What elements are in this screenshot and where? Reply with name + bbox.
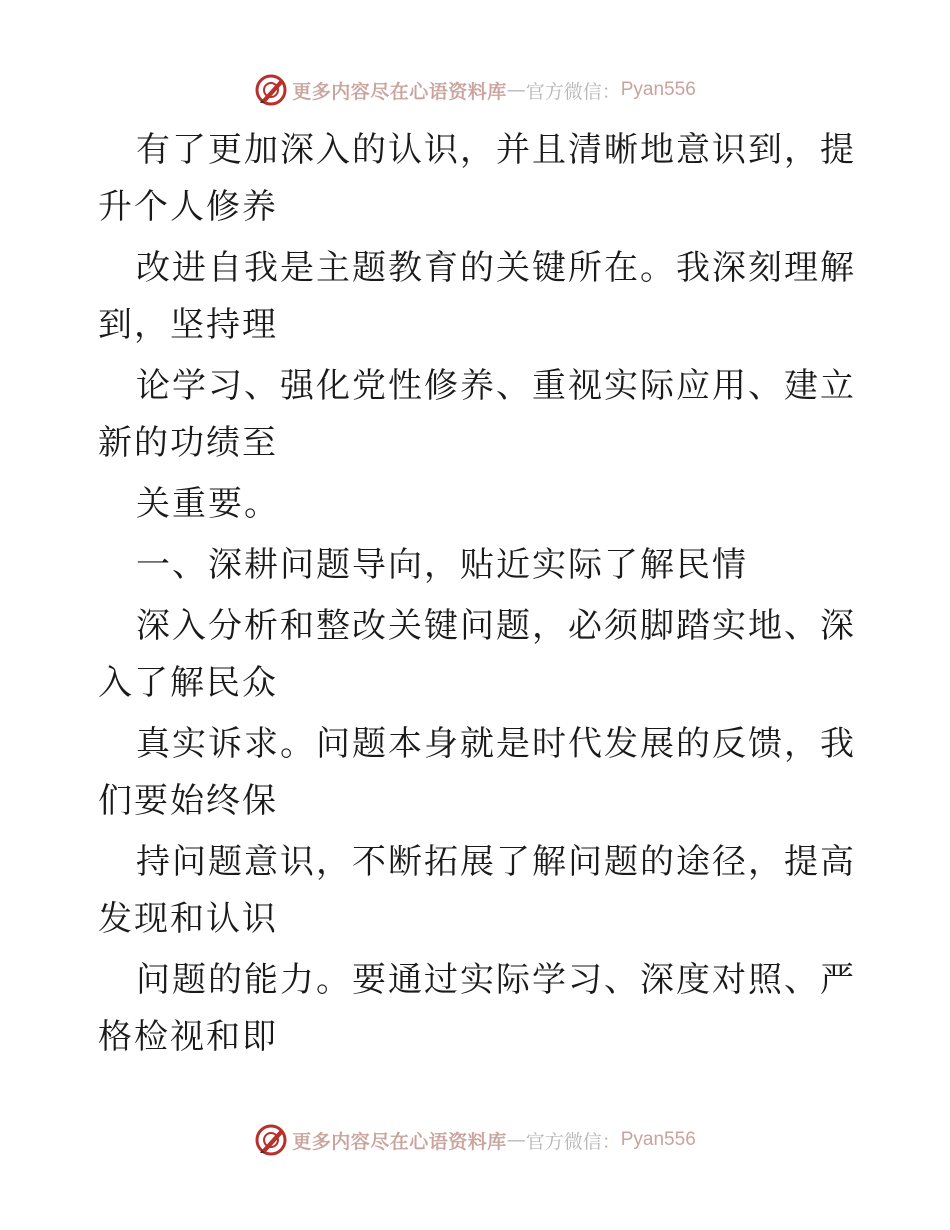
paragraph: 问题的能力。要通过实际学习、深度对照、严格检视和即 (98, 960, 856, 1057)
banner-main-text: 更多内容尽在心语资料库 (292, 80, 507, 103)
banner-wechat-label: 官方微信： (525, 1130, 621, 1153)
paragraph: 真实诉求。问题本身就是时代发展的反馈，我们要始终保 (98, 724, 856, 821)
banner-wechat-id: Pyan556 (620, 1129, 696, 1150)
header-banner (0, 70, 950, 110)
banner-separator: — (506, 1129, 526, 1151)
paragraph: 论学习、强化党性修养、重视实际应用、建立新的功绩至 (98, 366, 856, 463)
pen-logo-icon (254, 73, 288, 107)
paragraph: 改进自我是主题教育的关键所在。我深刻理解到，坚持理 (98, 248, 856, 345)
paragraph: 关重要。 (136, 484, 280, 524)
section-heading: 一、深耕问题导向，贴近实际了解民情 (136, 545, 748, 585)
banner-wechat-id: Pyan556 (620, 79, 696, 100)
paragraph: 有了更加深入的认识，并且清晰地意识到，提升个人修养 (98, 130, 856, 227)
document-body (98, 122, 858, 1070)
pen-logo-icon (254, 1123, 288, 1157)
paragraph: 持问题意识，不断拓展了解问题的途径，提高发现和认识 (98, 842, 856, 939)
footer-banner (0, 1120, 950, 1160)
banner-separator: — (506, 79, 526, 101)
banner-wechat-label: 官方微信： (525, 80, 621, 103)
paragraph: 深入分析和整改关键问题，必须脚踏实地、深入了解民众 (98, 606, 856, 703)
banner-main-text: 更多内容尽在心语资料库 (292, 1130, 507, 1153)
